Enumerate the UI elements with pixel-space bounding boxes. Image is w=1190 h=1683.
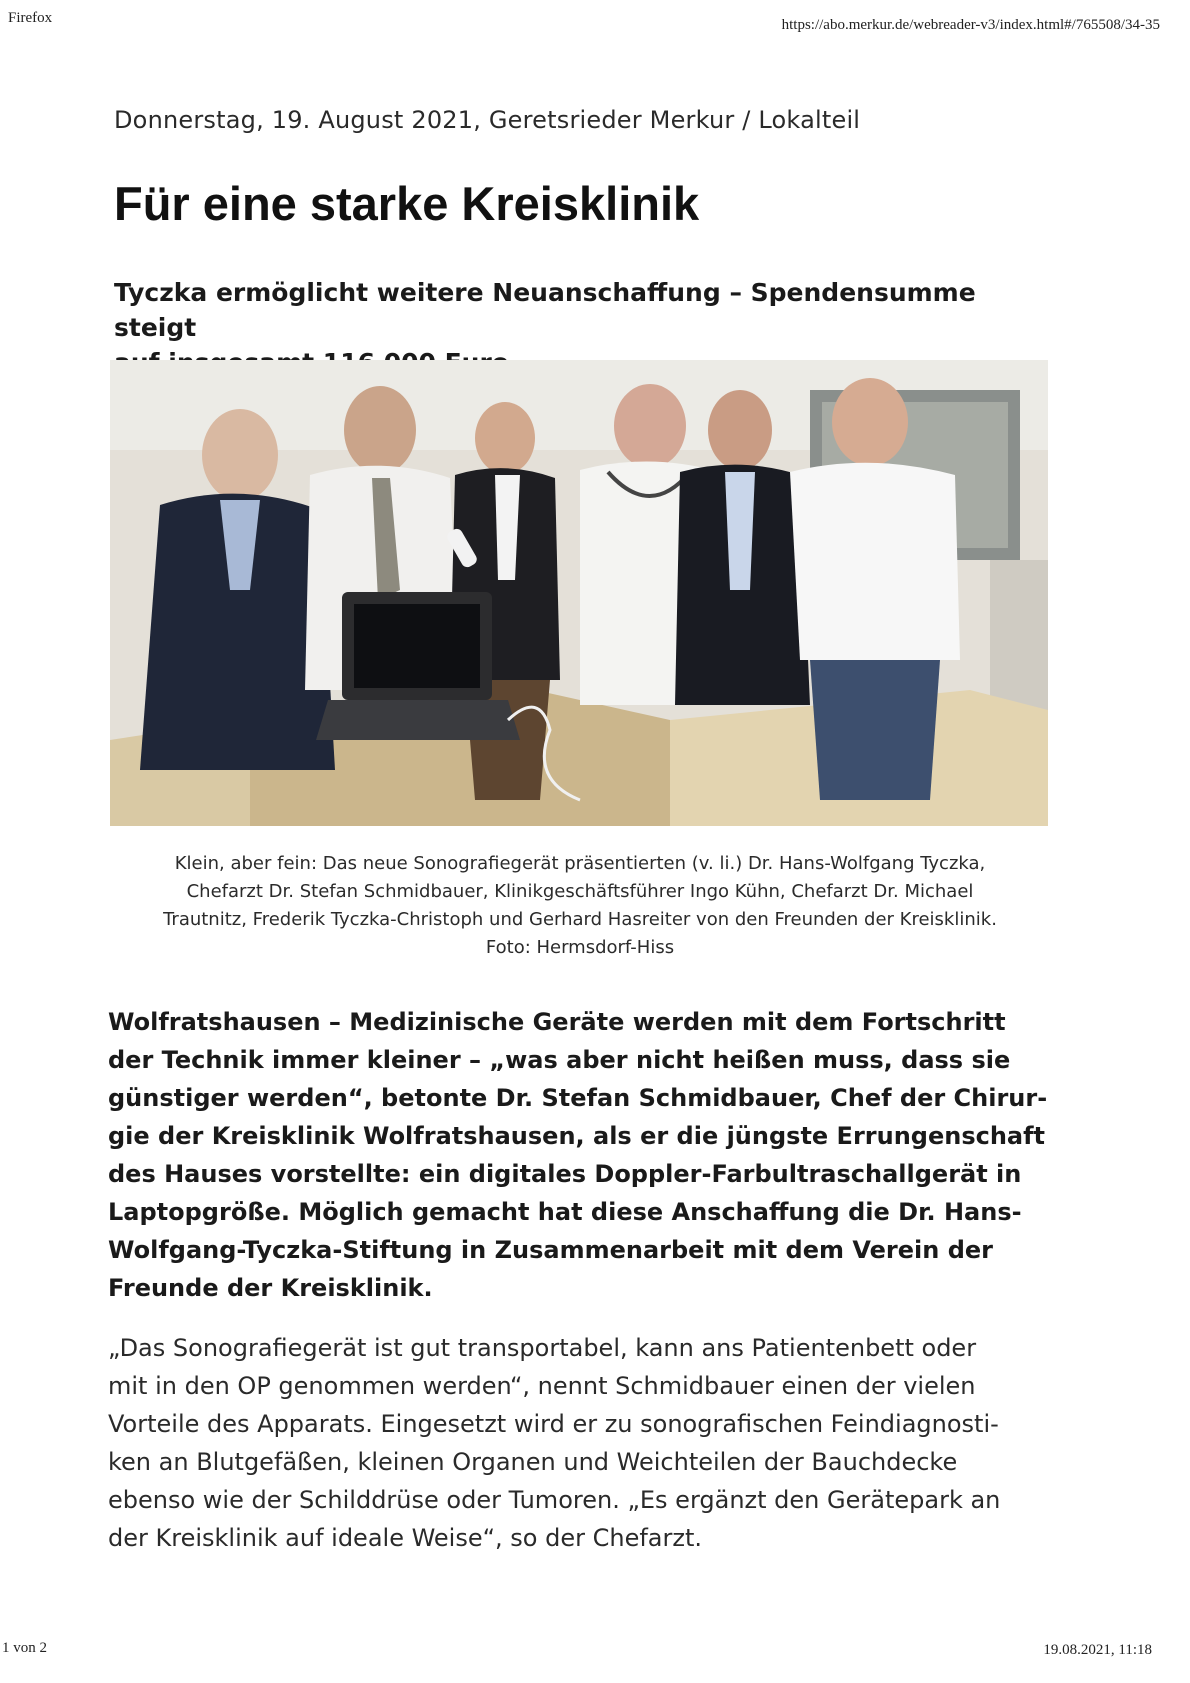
article-title: Für eine starke Kreisklinik: [114, 177, 700, 230]
caption-line: Chefarzt Dr. Stefan Schmidbauer, Klinikgeschäftsführer Ingo Kühn, Chefarzt Dr. Michael: [186, 881, 974, 902]
dateline: Donnerstag, 19. August 2021, Geretsrieder Merkur / Lokalteil: [114, 106, 861, 134]
lead-line: des Hauses vorstellte: ein digitales Doppler-Farbultraschallgerät in: [108, 1160, 1022, 1188]
body-line: mit in den OP genommen werden“, nennt Schmidbauer einen der vielen: [108, 1372, 976, 1400]
caption-line: Trautnitz, Frederik Tyczka-Christoph und Gerhard Hasreiter von den Freunden der Kreisklinik.: [163, 909, 997, 930]
page-url: https://abo.merkur.de/webreader-v3/index.html#/765508/34-35: [781, 17, 1160, 33]
article-photo: [110, 360, 1048, 826]
photo-credit: Foto: Hermsdorf-Hiss: [485, 937, 675, 958]
body-paragraph: [108, 1329, 1068, 1557]
body-line: Vorteile des Apparats. Eingesetzt wird er zu sonografischen Feindiagnosti-: [108, 1410, 999, 1438]
body-line: ebenso wie der Schilddrüse oder Tumoren. „Es ergänzt den Gerätepark an: [108, 1486, 1001, 1514]
lead-line: gie der Kreisklinik Wolfratshausen, als er die jüngste Errungenschaft: [108, 1122, 1046, 1150]
lead-line: Laptopgröße. Möglich gemacht hat diese Anschaffung die Dr. Hans-: [108, 1198, 1022, 1226]
lead-line: der Technik immer kleiner – „was aber nicht heißen muss, dass sie: [108, 1046, 1011, 1074]
page-number: 1 von 2: [2, 1640, 47, 1656]
lead-line: Wolfgang-Tyczka-Stiftung in Zusammenarbeit mit dem Verein der: [108, 1236, 993, 1264]
subtitle-line: Tyczka ermöglicht weitere Neuanschaffung – Spendensumme steigt: [114, 278, 976, 342]
print-timestamp: 19.08.2021, 11:18: [1043, 1642, 1152, 1658]
body-line: ken an Blutgefäßen, kleinen Organen und Weichteilen der Bauchdecke: [108, 1448, 958, 1476]
browser-name: Firefox: [8, 10, 53, 26]
lead-paragraph: [108, 1003, 1068, 1307]
lead-line: Freunde der Kreisklinik.: [108, 1274, 433, 1302]
caption-line: Klein, aber fein: Das neue Sonografiegerät präsentierten (v. li.) Dr. Hans-Wolfgang Tyczka,: [174, 853, 986, 874]
lead-line: Wolfratshausen – Medizinische Geräte werden mit dem Fortschritt: [108, 1008, 1006, 1036]
lead-line: günstiger werden“, betonte Dr. Stefan Schmidbauer, Chef der Chirur-: [108, 1084, 1048, 1112]
photo-caption: [100, 850, 1060, 962]
body-line: der Kreisklinik auf ideale Weise“, so der Chefarzt.: [108, 1524, 703, 1552]
body-line: „Das Sonografiegerät ist gut transportabel, kann ans Patientenbett oder: [108, 1334, 977, 1362]
